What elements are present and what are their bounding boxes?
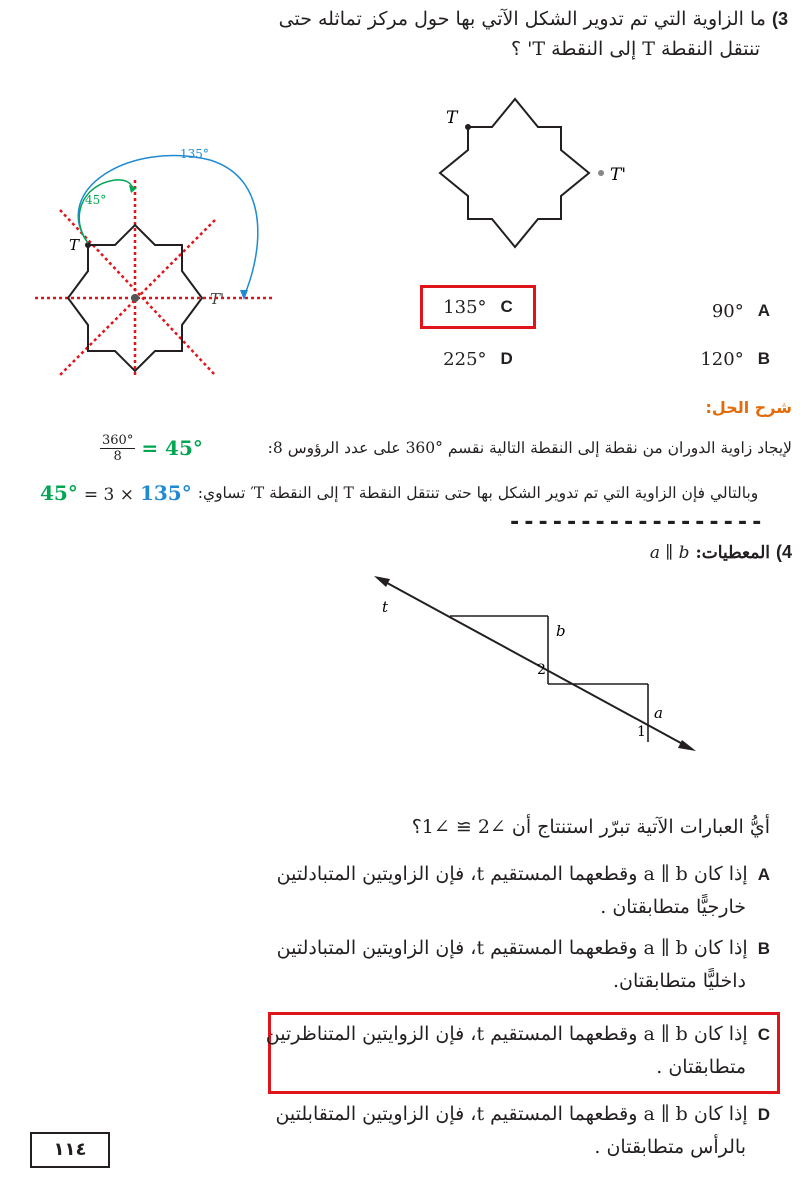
solution-line2-text: وبالتالي فإن الزاوية التي تم تدوير الشكل بها حتى تنتقل النقطة T إلى النقطة T′ تساوي:	[197, 484, 759, 502]
q3-option-D-letter: D	[500, 349, 513, 368]
q3-solution-figure	[30, 140, 280, 380]
q3-number: 3)	[771, 9, 788, 29]
q4-givens	[492, 542, 792, 563]
q3-option-C-selected[interactable]	[420, 285, 536, 329]
point-T-dot	[465, 124, 471, 130]
solution-line1-value: = 45°	[141, 436, 203, 460]
q3-option-C-value: 135°	[443, 296, 487, 318]
label-a: a	[654, 704, 663, 722]
q3-option-B-value: 120°	[700, 348, 744, 370]
q4-transversal-figure	[360, 570, 710, 790]
q3-option-A-value: 90°	[711, 300, 744, 322]
label-angle-1: 1	[637, 724, 646, 740]
q4-option-A-letter: A	[757, 865, 770, 884]
solution-line1	[100, 428, 792, 468]
side-label-T: T	[69, 236, 80, 254]
star-outline	[440, 99, 589, 247]
fraction-numerator: 360°	[102, 432, 134, 448]
separator-dashes: ------------------	[508, 510, 765, 535]
fraction	[100, 433, 135, 464]
q4-option-D-line2: بالرأس متطابقتان .	[594, 1136, 746, 1158]
solution-line2-factor: 45°	[40, 481, 78, 505]
solution-title: شرح الحل:	[705, 398, 792, 417]
q4-option-B-line2: داخليًّا متطابقتان.	[612, 970, 746, 992]
q4-option-A[interactable]	[190, 858, 770, 924]
q4-givens-label: المعطيات:	[695, 543, 770, 563]
q4-option-A-line2: خارجيًّا متطابقتان .	[600, 896, 746, 918]
q3-star-figure	[420, 80, 660, 260]
q4-option-A-line1: إذا كان a ∥ b وقطعهما المستقيم t، فإن الزاويتين المتبادلتين	[276, 863, 748, 885]
q4-option-D-letter: D	[757, 1105, 770, 1124]
q4-option-B-line1: إذا كان a ∥ b وقطعهما المستقيم t، فإن الزاويتين المتبادلتين	[276, 937, 748, 959]
q3-option-D[interactable]	[420, 344, 536, 374]
transversal-line-t	[378, 578, 690, 748]
side-label-T-prime: T'	[210, 290, 225, 308]
q4-option-D[interactable]	[190, 1098, 770, 1164]
q3-question	[28, 4, 788, 64]
q4-option-C-letter: C	[757, 1025, 770, 1044]
label-t: t	[382, 598, 389, 616]
solution-line2-mid: = 3 ×	[83, 485, 134, 505]
arrow-t-left	[374, 576, 390, 587]
arrow-t-right	[678, 740, 696, 751]
q3-option-A[interactable]	[680, 296, 770, 326]
q4-option-C[interactable]	[190, 1018, 770, 1084]
solution-line2-math	[40, 481, 192, 505]
point-Tprime-dot	[598, 170, 604, 176]
angle-45-label: 45°	[85, 193, 107, 207]
q4-option-D-line1: إذا كان a ∥ b وقطعهما المستقيم t، فإن الزاويتين المتقابلتين	[275, 1103, 748, 1125]
q4-question: أيُّ العبارات الآتية تبرّر استنتاج أن ∠2 ≅ ∠1؟	[411, 816, 770, 838]
q4-option-C-line1: إذا كان a ∥ b وقطعهما المستقيم t، فإن الزوايتين المتناظرتين	[265, 1023, 748, 1045]
label-T-prime: T'	[610, 165, 627, 185]
q4-number: 4)	[775, 542, 792, 562]
q3-option-B-letter: B	[757, 349, 770, 368]
q4-givens-value: a ∥ b	[649, 543, 690, 563]
q3-option-A-letter: A	[757, 301, 770, 320]
q3-question-line2: تنتقل النقطة T إلى النقطة T' ؟	[511, 38, 760, 60]
page-number: ١١٤	[30, 1132, 110, 1168]
q4-option-C-line2: متطابقتان .	[656, 1056, 746, 1078]
q3-option-C-letter: C	[500, 297, 513, 316]
q4-option-B[interactable]	[190, 932, 770, 998]
q4-option-B-letter: B	[757, 939, 770, 958]
q3-question-line1: ما الزاوية التي تم تدوير الشكل الآتي بها حول مركز تماثله حتى	[278, 8, 766, 30]
label-angle-2: 2	[537, 662, 546, 678]
arc-135	[78, 155, 258, 296]
label-b: b	[556, 622, 566, 640]
solution-line1-text: لإيجاد زاوية الدوران من نقطة إلى النقطة التالية نقسم °360 على عدد الرؤوس 8:	[267, 439, 792, 457]
label-T: T	[446, 108, 458, 128]
side-center-dot	[131, 294, 139, 302]
solution-line1-result	[100, 433, 203, 464]
q3-option-D-value: 225°	[443, 348, 487, 370]
q3-option-B[interactable]	[680, 344, 770, 374]
solution-line2	[40, 478, 792, 508]
fraction-denominator: 8	[113, 448, 122, 464]
solution-line2-result: 135°	[139, 481, 192, 505]
angle-135-label: 135°	[180, 147, 209, 161]
